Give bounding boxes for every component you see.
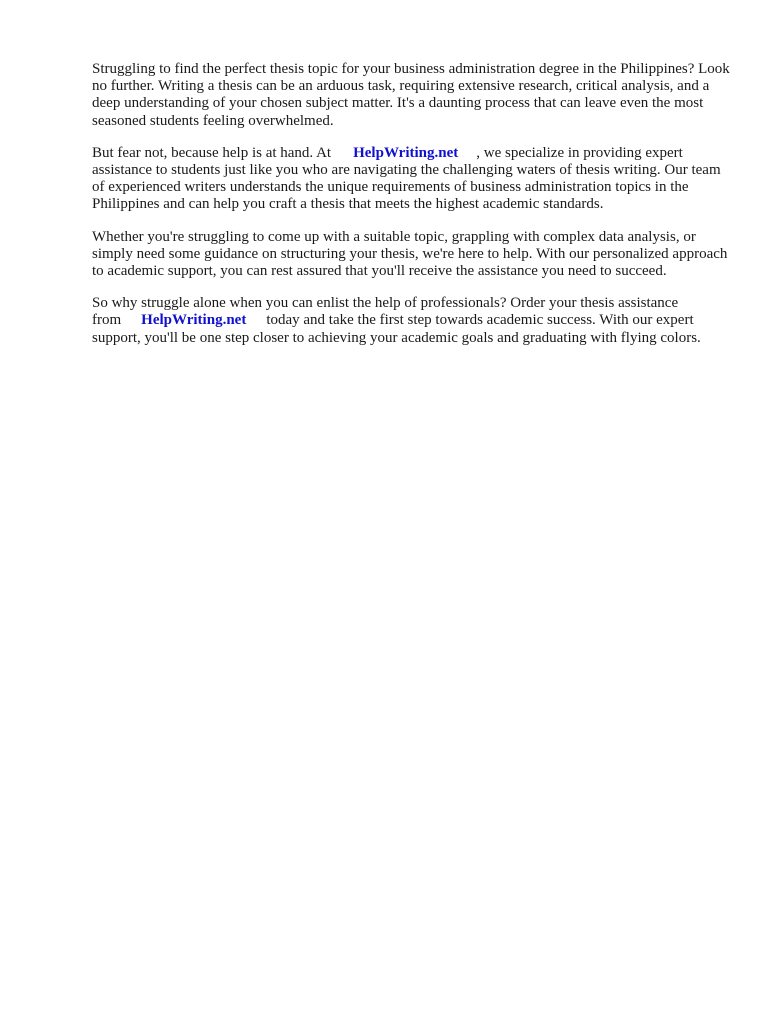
paragraph-support: Whether you're struggling to come up with a suitable topic, grappling with complex data analysis, or simply need some guidance on structuring your thesis, we're here to help. With our personalized approach to academic support, you can rest assured that you'll receive the assistance you need to succeed. <box>92 228 728 280</box>
helpwriting-link-order[interactable]: HelpWriting.net <box>141 312 247 329</box>
paragraph-help-rest: , we specialize in providing expert assistance to students just like you who are navigating the challenging waters of thesis writing. Our team of experienced writers understands the unique requirements of business administration topics in the Philippines and can help you craft a thesis that meets the highest academic standards. <box>92 144 721 213</box>
paragraph-order-lead: So why struggle alone when you can enlist the help of professionals? Order your thesis assistance from <box>92 295 679 329</box>
paragraph-help <box>92 145 732 214</box>
paragraph-help-lead: But fear not, because help is at hand. At <box>92 144 332 161</box>
paragraph-order <box>92 295 732 347</box>
paragraph-intro: Struggling to find the perfect thesis topic for your business administration degree in the Philippines? Look no further. Writing a thesis can be an arduous task, requiring extensive research, critical analysis, and a deep understanding of your chosen subject matter. It's a daunting process that can leave even the most seasoned students feeling overwhelmed. <box>92 61 730 129</box>
helpwriting-link[interactable]: HelpWriting.net <box>353 144 459 161</box>
document-body <box>92 61 732 362</box>
paragraph-order-rest: today and take the first step towards academic success. With our expert support, you'll be one step closer to achieving your academic goals and graduating with flying colors. <box>92 312 701 346</box>
